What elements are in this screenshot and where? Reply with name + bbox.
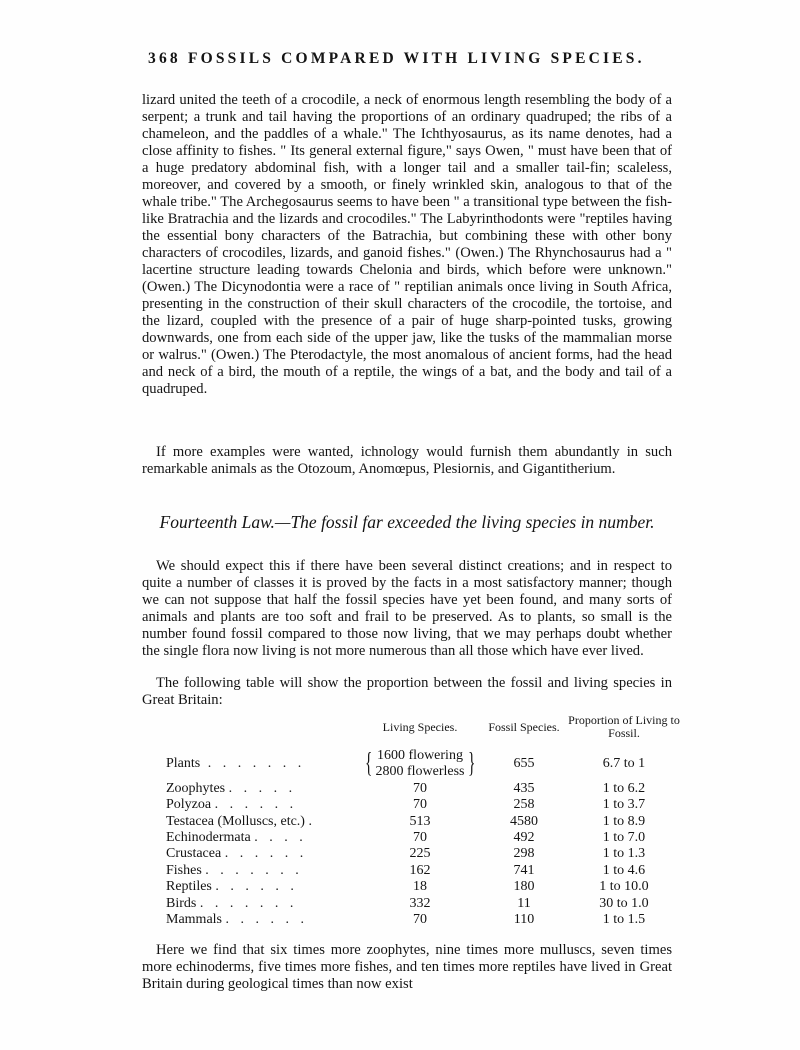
row-name xyxy=(166,879,356,895)
left-brace: { xyxy=(365,748,373,780)
row-name xyxy=(166,797,356,813)
fossil-cell: 655 xyxy=(513,756,535,772)
paragraph-text: The following table will show the proportion between the fossil and living species in Great Britain: xyxy=(142,675,672,708)
leader-dots: . . . . . . xyxy=(225,912,308,928)
row-name xyxy=(166,912,356,928)
table-row xyxy=(166,830,684,846)
right-brace: } xyxy=(467,748,475,780)
header-living: Living Species. xyxy=(382,719,458,734)
section-heading: Fourteenth Law.—The fossil far exceeded the living species in number. xyxy=(159,512,655,532)
living-cell: 513 xyxy=(409,813,431,829)
row-name xyxy=(166,814,356,830)
paragraph-text: lizard united the teeth of a crocodile, a neck of enormous length resembling the body of a serpent; a trunk and tail having the proportions of an ordinary quadruped; the ribs of a chameleon, and the paddles of a whale." The Ichthyosaurus, as its name denotes, had a close affinity to fishes. " Its general external figure," says Owen, " must have been that of a huge predatory abdominal fish, with a longer tail and a smaller tail-fin; scaleless, moreover, and covered by a smooth, or finely wrinkled skin, analogous to that of the whale tribe." The Archegosaurus seems to have been " a transitional type between the fish-like Bratrachia and the lizards and crocodiles." The Labyrinthodonts were "reptiles having the essential bony characters of the Batrachia, but combining these with other bony characters of crocodiles, lizards, and ganoid fishes." (Owen.) The Rhynchosaurus had a " lacertine structure leading towards Chelonia and birds, which before were unknown." (Owen.) The Dicynodontia were a race of " reptilian animals once living in South Africa, presenting in the construction of their skull characters of the crocodile, the tortoise, and the lizard, coupled with the presence of a pair of huge sharp-pointed tusks, growing downwards, one from each side of the upper jaw, like the tusks of the mammalian morse or walrus." (Owen.) The Pterodactyle, the most anomalous of ancient forms, had the head and neck of a bird, the mouth of a reptile, the wings of a bat, and the body and tail of a quadruped. xyxy=(142,92,672,397)
fossil-cell: 11 xyxy=(517,895,531,911)
fossil-cell: 741 xyxy=(513,862,535,878)
paragraph-text: We should expect this if there have been several distinct creations; and in respect to quite a number of classes it is proved by the facts in a most satisfactory manner; though we can not suppose that half the fossil species have yet been found, and many sorts of animals and plants are too soft and frail to be preserved. As to plants, so small is the number found fossil compared to those now living, that we may perhaps doubt whether the single flora now living is not more numerous than all those which have ever lived. xyxy=(142,558,672,659)
species-table xyxy=(166,714,684,928)
paragraph-ichnology xyxy=(142,444,672,478)
leader-dots: . . . . . . xyxy=(214,797,298,813)
row-label: Echinodermata xyxy=(166,830,251,846)
living-flowering: 1600 flowering xyxy=(377,748,463,763)
leader-dots: . . . . . . . xyxy=(205,862,303,878)
row-label: Mammals xyxy=(166,912,222,928)
proportion-cell: 1 to 10.0 xyxy=(599,879,649,895)
row-label: Polyzoa xyxy=(166,797,212,813)
table-row xyxy=(166,863,684,879)
proportion-cell: 6.7 to 1 xyxy=(602,756,646,772)
table-row xyxy=(166,879,684,895)
living-cell: 225 xyxy=(409,846,431,862)
living-plants-split xyxy=(375,748,464,781)
paragraph-table-intro xyxy=(142,675,672,709)
living-cell: 332 xyxy=(409,895,431,911)
header-name xyxy=(166,714,356,748)
table-row-plants xyxy=(166,748,684,781)
row-label: Reptiles xyxy=(166,879,212,895)
fossil-cell: 110 xyxy=(513,912,535,928)
row-label: Testacea (Molluscs, etc.) xyxy=(166,813,305,829)
leader-dots: . . . . . . xyxy=(224,846,308,862)
paragraph-text: If more examples were wanted, ichnology would furnish them abundantly in such remarkable animals as the Otozoum, Anomœpus, Plesiornis, and Gigantitherium. xyxy=(142,444,672,477)
leader-dots: . . . . . xyxy=(228,780,297,796)
table-row xyxy=(166,781,684,797)
proportion-cell: 1 to 1.5 xyxy=(602,912,646,928)
living-plants-cell xyxy=(356,748,484,781)
fossil-cell: 4580 xyxy=(510,813,538,829)
fossil-cell: 435 xyxy=(513,780,535,796)
row-label: Crustacea xyxy=(166,846,222,862)
leader-dots: . . . . xyxy=(254,830,307,846)
row-name xyxy=(166,781,356,797)
fossil-cell: 258 xyxy=(513,797,535,813)
living-flowerless: 2800 flowerless xyxy=(375,764,465,780)
table-header-row xyxy=(166,714,684,748)
leader-dots: . . . . . . xyxy=(215,879,298,895)
proportion-cell: 1 to 1.3 xyxy=(602,846,646,862)
table-row xyxy=(166,912,684,928)
table-row xyxy=(166,896,684,912)
running-title: FOSSILS COMPARED WITH LIVING SPECIES. xyxy=(187,50,645,67)
living-cell: 70 xyxy=(413,780,427,796)
row-name xyxy=(166,896,356,912)
living-cell: 162 xyxy=(409,862,431,878)
paragraph-text: Here we find that six times more zoophytes, nine times more mulluscs, seven times more echinoderms, five times more fishes, and ten times more reptiles have lived in Great Britain during geological times than now exist xyxy=(142,942,672,992)
row-name xyxy=(166,830,356,846)
living-cell: 18 xyxy=(413,879,427,895)
proportion-cell: 1 to 6.2 xyxy=(602,780,646,796)
living-cell: 70 xyxy=(413,912,427,928)
fossil-cell: 298 xyxy=(513,846,535,862)
header-fossil: Fossil Species. xyxy=(488,719,560,734)
proportion-cell: 1 to 3.7 xyxy=(602,797,646,813)
leader-dots: . . . . . . . xyxy=(199,895,298,911)
proportion-cell: 1 to 4.6 xyxy=(602,862,646,878)
row-label: Fishes xyxy=(166,862,202,878)
header-proportion: Proportion of Living to Fossil. xyxy=(568,713,680,740)
row-name xyxy=(166,863,356,879)
fossil-cell: 492 xyxy=(513,830,535,846)
living-cell: 70 xyxy=(413,797,427,813)
proportion-cell: 30 to 1.0 xyxy=(599,895,649,911)
page-number: 368 xyxy=(148,50,181,67)
table-row xyxy=(166,797,684,813)
proportion-cell: 1 to 7.0 xyxy=(602,830,646,846)
row-label: Zoophytes xyxy=(166,780,226,796)
running-head xyxy=(148,50,672,68)
fossil-cell: 180 xyxy=(513,879,535,895)
table-row xyxy=(166,814,684,830)
paragraph-conclusion xyxy=(142,942,672,993)
row-name xyxy=(166,846,356,862)
row-label: Birds xyxy=(166,895,197,911)
paragraph-reptile-forms xyxy=(142,92,672,398)
living-cell: 70 xyxy=(413,830,427,846)
table-row xyxy=(166,846,684,862)
leader-dots: . xyxy=(308,813,316,829)
row-name: Plants . . . . . . . xyxy=(166,756,306,772)
paragraph-creations xyxy=(142,558,672,660)
proportion-cell: 1 to 8.9 xyxy=(602,813,646,829)
